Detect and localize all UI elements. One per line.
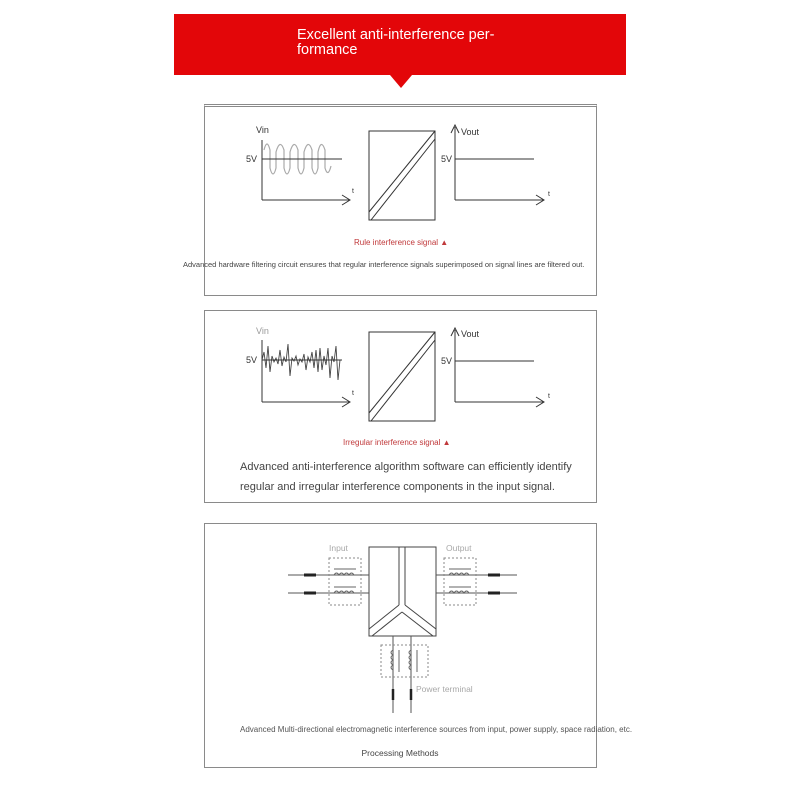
panel1-description: Advanced hardware filtering circuit ensures that regular interference signals superimposed on signal lines are filtered out. — [183, 260, 585, 269]
vout-label: Vout — [461, 329, 480, 339]
vout-5v-label: 5V — [441, 356, 453, 366]
processing-methods-title: Processing Methods — [361, 748, 439, 758]
vout-5v-label: 5V — [441, 154, 453, 164]
input-label: Input — [329, 543, 348, 553]
vin-t-label: t — [352, 390, 354, 397]
vin-5v-label: 5V — [246, 355, 258, 365]
input-ferrite-icon — [304, 575, 316, 593]
output-inductor-icon — [449, 569, 471, 593]
panel3-description: Advanced Multi-directional electromagnetic interference sources from input, power supply, space radiation, etc. — [240, 725, 633, 734]
vout-t-label: t — [548, 393, 550, 400]
output-ferrite-icon — [488, 575, 500, 593]
input-inductor-icon — [334, 569, 356, 593]
vin-label: Vin — [256, 125, 269, 135]
power-lines-icon — [393, 636, 411, 713]
output-filter-box-icon — [444, 558, 476, 605]
irregular-interference-caption: Irregular interference signal ▲ — [343, 438, 451, 447]
power-terminal-label: Power terminal — [416, 684, 473, 694]
output-label: Output — [446, 543, 472, 553]
vin-5v-label: 5V — [246, 154, 258, 164]
rule-interference-caption: Rule interference signal ▲ — [354, 238, 449, 247]
panel2-description: Advanced anti-interference algorithm software can efficiently identify regular and irregular interference components in the input signal. — [240, 461, 572, 493]
banner-title-line2: formance — [297, 42, 358, 58]
banner-title-line1: Excellent anti-interference per- — [297, 27, 495, 43]
power-filter-box-icon — [381, 645, 428, 677]
vout-t-label: t — [548, 191, 550, 198]
vin-t-label: t — [352, 188, 354, 195]
isolator-y-box-icon — [369, 547, 436, 636]
input-filter-box-icon — [329, 558, 361, 605]
vout-label: Vout — [461, 127, 480, 137]
vin-label: Vin — [256, 326, 269, 336]
power-inductor-icon — [391, 650, 417, 672]
power-ferrite-icon — [393, 689, 411, 700]
